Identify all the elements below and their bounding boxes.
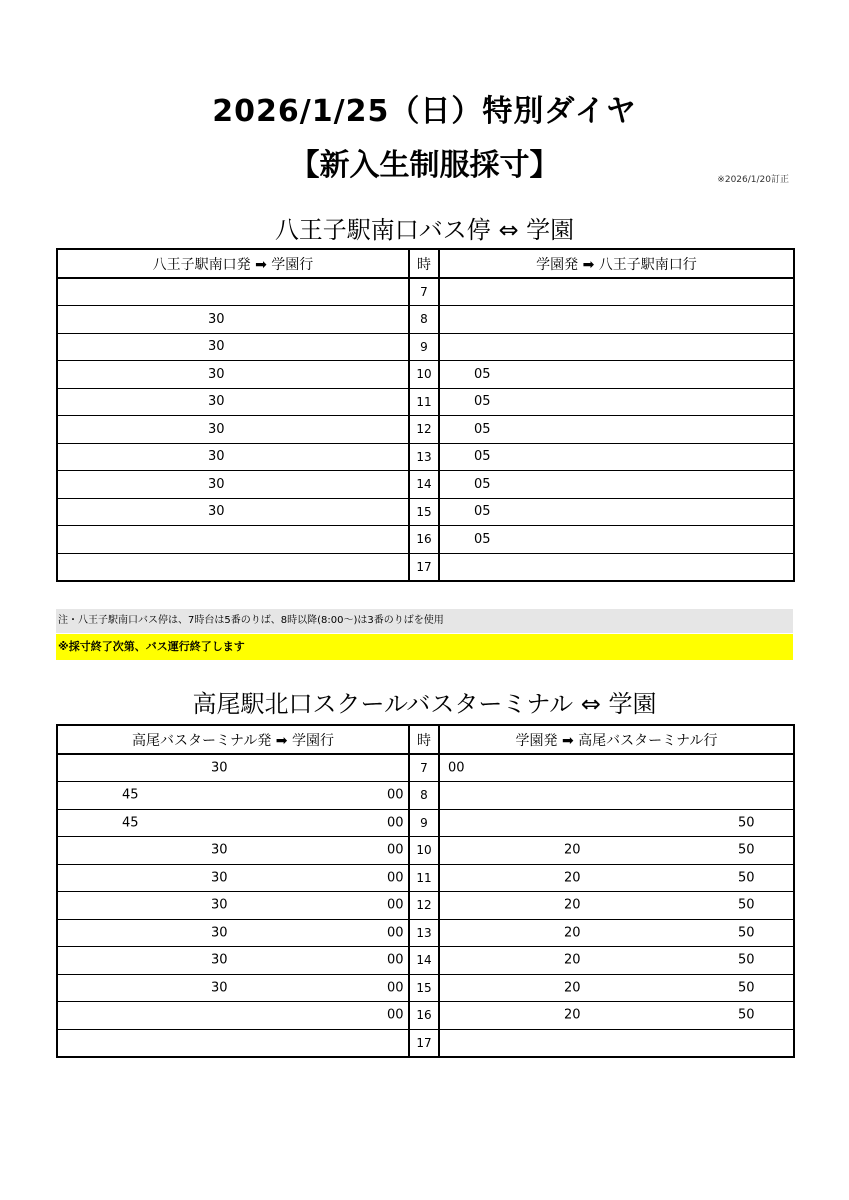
departure-minute: 50 (738, 815, 755, 831)
table-row (57, 809, 794, 837)
table-row (57, 471, 794, 499)
departure-cell (57, 837, 409, 865)
hour-cell: 9 (409, 333, 439, 361)
hour-cell: 12 (409, 892, 439, 920)
hour-cell: 14 (409, 471, 439, 499)
table-row (57, 754, 794, 782)
hour-cell: 7 (409, 754, 439, 782)
departure-cell (57, 278, 409, 306)
page-subtitle: 【新入生制服採寸】 (289, 148, 560, 183)
hour-cell: 12 (409, 416, 439, 444)
table-row (57, 498, 794, 526)
departure-minute: 50 (738, 925, 755, 941)
departure-cell (57, 864, 409, 892)
departure-minute: 50 (738, 870, 755, 886)
hour-cell: 14 (409, 947, 439, 975)
departure-cell (439, 754, 794, 782)
departure-cell (439, 333, 794, 361)
table-row (57, 892, 794, 920)
departure-minute: 00 (387, 815, 404, 831)
departure-cell: 30 (57, 388, 409, 416)
column-header-inbound: 学園発 ➡ 八王子駅南口行 (439, 249, 794, 278)
hour-cell: 8 (409, 306, 439, 334)
departure-minute: 00 (387, 952, 404, 968)
departure-cell: 05 (439, 471, 794, 499)
column-header-hour: 時 (409, 249, 439, 278)
hour-cell: 8 (409, 782, 439, 810)
departure-cell (439, 782, 794, 810)
departure-cell (57, 974, 409, 1002)
departure-cell (439, 864, 794, 892)
departure-minute: 20 (564, 980, 581, 996)
departure-cell: 30 (57, 333, 409, 361)
route2-heading: 高尾駅北口スクールバスターミナル ⇔ 学園 (192, 690, 657, 718)
departure-minute: 50 (738, 1007, 755, 1023)
departure-cell: 30 (57, 471, 409, 499)
page-title: 2026/1/25（日）特別ダイヤ (212, 94, 637, 129)
departure-minute: 45 (122, 787, 139, 803)
route2-timetable (56, 724, 795, 1058)
hour-cell: 11 (409, 864, 439, 892)
hour-cell: 17 (409, 1029, 439, 1057)
departure-cell (57, 809, 409, 837)
table-row (57, 837, 794, 865)
departure-cell (57, 892, 409, 920)
service-end-notice: ※採寸終了次第、バス運行終了します (56, 634, 793, 660)
table-header-row (57, 725, 794, 754)
hour-cell: 15 (409, 974, 439, 1002)
departure-cell (57, 754, 409, 782)
table-row (57, 333, 794, 361)
table-row (57, 864, 794, 892)
departure-minute: 00 (387, 842, 404, 858)
departure-cell: 05 (439, 416, 794, 444)
hour-cell: 10 (409, 361, 439, 389)
departure-minute: 00 (387, 980, 404, 996)
departure-cell (57, 947, 409, 975)
table-row (57, 361, 794, 389)
departure-minute: 00 (387, 870, 404, 886)
departure-minute: 30 (211, 870, 228, 886)
table-row (57, 278, 794, 306)
departure-minute: 20 (564, 870, 581, 886)
departure-cell: 05 (439, 361, 794, 389)
hour-cell: 10 (409, 837, 439, 865)
column-header-outbound: 高尾バスターミナル発 ➡ 学園行 (57, 725, 409, 754)
column-header-inbound: 学園発 ➡ 高尾バスターミナル行 (439, 725, 794, 754)
column-header-outbound: 八王子駅南口発 ➡ 学園行 (57, 249, 409, 278)
hour-cell: 16 (409, 1002, 439, 1030)
hour-cell: 15 (409, 498, 439, 526)
departure-cell (439, 809, 794, 837)
departure-cell: 30 (57, 498, 409, 526)
departure-minute: 30 (211, 952, 228, 968)
departure-minute: 20 (564, 897, 581, 913)
departure-cell (57, 526, 409, 554)
departure-minute: 50 (738, 897, 755, 913)
departure-cell: 30 (57, 361, 409, 389)
hour-cell: 13 (409, 443, 439, 471)
column-header-hour: 時 (409, 725, 439, 754)
departure-cell: 05 (439, 388, 794, 416)
departure-minute: 00 (387, 787, 404, 803)
departure-cell (439, 306, 794, 334)
departure-cell: 30 (57, 416, 409, 444)
table-row (57, 1029, 794, 1057)
departure-cell: 05 (439, 526, 794, 554)
departure-minute: 50 (738, 952, 755, 968)
departure-minute: 00 (387, 897, 404, 913)
departure-minute: 00 (448, 760, 465, 776)
departure-cell (439, 278, 794, 306)
departure-cell: 05 (439, 498, 794, 526)
route1-heading: 八王子駅南口バス停 ⇔ 学園 (274, 216, 575, 244)
correction-note: ※2026/1/20訂正 (717, 175, 789, 185)
departure-minute: 20 (564, 925, 581, 941)
departure-minute: 50 (738, 842, 755, 858)
hour-cell: 7 (409, 278, 439, 306)
departure-minute: 30 (211, 897, 228, 913)
departure-cell (439, 1002, 794, 1030)
departure-minute: 20 (564, 1007, 581, 1023)
departure-cell (439, 1029, 794, 1057)
table-row (57, 443, 794, 471)
departure-minute: 30 (211, 760, 228, 776)
table-row (57, 919, 794, 947)
departure-cell (439, 553, 794, 581)
departure-cell (57, 919, 409, 947)
departure-minute: 00 (387, 1007, 404, 1023)
departure-minute: 20 (564, 842, 581, 858)
hour-cell: 9 (409, 809, 439, 837)
departure-minute: 30 (211, 925, 228, 941)
departure-cell (439, 892, 794, 920)
table-row (57, 388, 794, 416)
route1-timetable (56, 248, 795, 582)
table-row (57, 306, 794, 334)
table-row (57, 526, 794, 554)
departure-cell (57, 553, 409, 581)
table-row (57, 782, 794, 810)
stop-usage-note: 注・八王子駅南口バス停は、7時台は5番のりば、8時以降(8:00～)は3番のりばを使用 (56, 609, 793, 633)
departure-minute: 30 (211, 980, 228, 996)
table-header-row (57, 249, 794, 278)
departure-minute: 45 (122, 815, 139, 831)
departure-cell (57, 1029, 409, 1057)
departure-cell (57, 782, 409, 810)
hour-cell: 11 (409, 388, 439, 416)
table-row (57, 1002, 794, 1030)
departure-cell (439, 919, 794, 947)
hour-cell: 16 (409, 526, 439, 554)
departure-minute: 30 (211, 842, 228, 858)
departure-minute: 20 (564, 952, 581, 968)
table-row (57, 947, 794, 975)
departure-cell (439, 947, 794, 975)
hour-cell: 17 (409, 553, 439, 581)
hour-cell: 13 (409, 919, 439, 947)
table-row (57, 974, 794, 1002)
departure-minute: 50 (738, 980, 755, 996)
table-row (57, 553, 794, 581)
departure-cell (57, 1002, 409, 1030)
table-row (57, 416, 794, 444)
departure-cell: 05 (439, 443, 794, 471)
departure-cell (439, 974, 794, 1002)
departure-minute: 00 (387, 925, 404, 941)
departure-cell (439, 837, 794, 865)
departure-cell: 30 (57, 306, 409, 334)
departure-cell: 30 (57, 443, 409, 471)
